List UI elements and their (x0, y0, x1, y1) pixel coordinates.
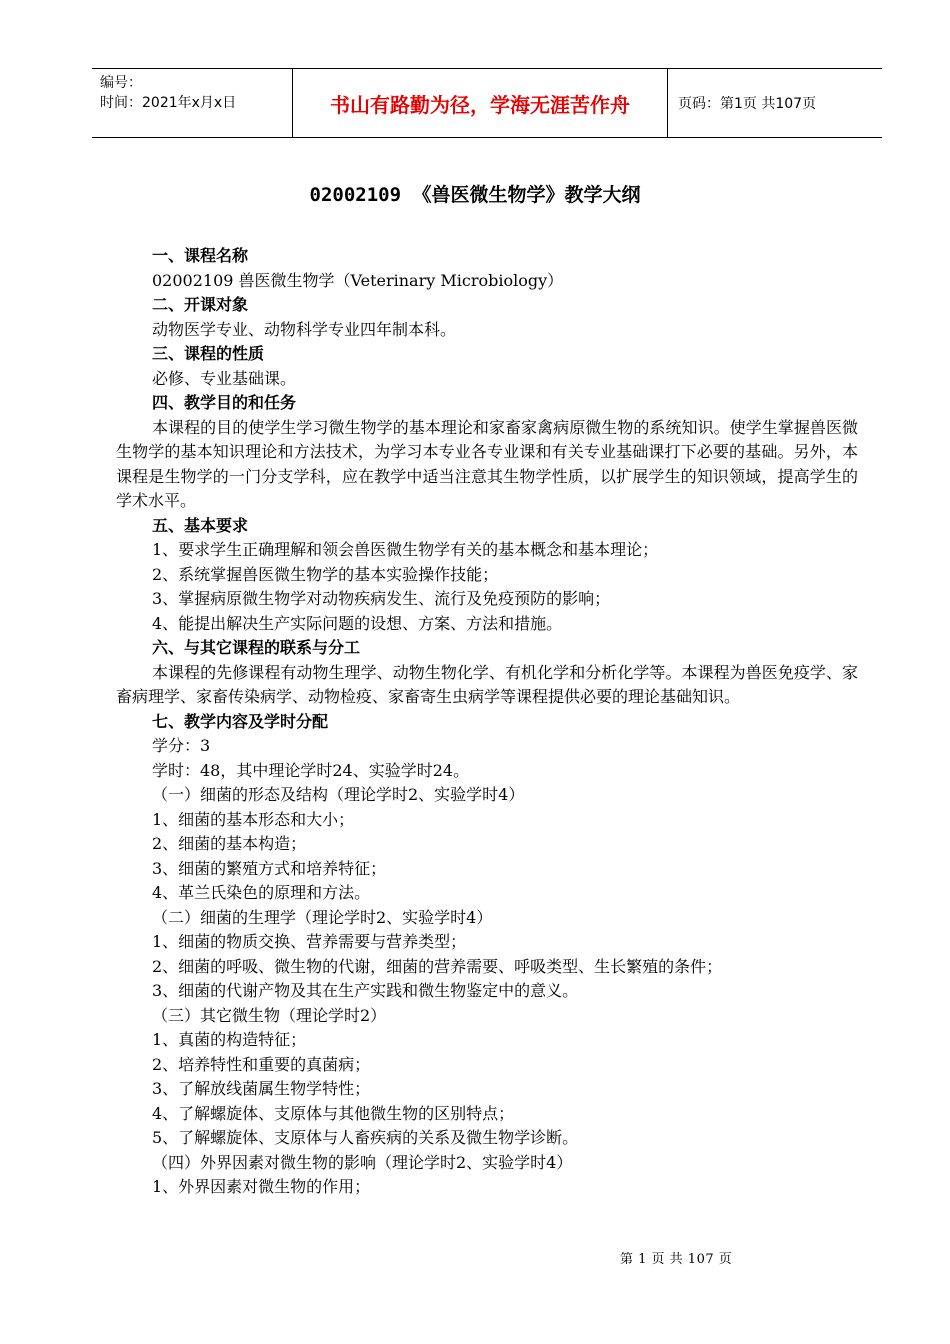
section-heading: 一、课程名称 (152, 246, 249, 265)
number-label: 编号： (100, 75, 142, 91)
time-label: 时间：2021年x月x日 (100, 95, 237, 111)
list-item: 3、掌握病原微生物学对动物疾病发生、流行及免疫预防的影响； (152, 589, 611, 608)
header-motto: 书山有路勤为径，学海无涯苦作舟 (292, 69, 668, 137)
body-line: （四）外界因素对微生物的影响（理论学时2、实验学时4） (152, 1152, 573, 1172)
section-heading: 六、与其它课程的联系与分工 (152, 638, 361, 657)
body-line: 学分：3 (152, 736, 211, 755)
section-heading: 五、基本要求 (152, 515, 249, 535)
list-item: 2、系统掌握兽医微生物学的基本实验操作技能； (152, 564, 499, 584)
list-item: 3、了解放线菌属生物学特性； (152, 1079, 371, 1098)
body-line: 学时：48，其中理论学时24、实验学时24。 (152, 760, 470, 780)
list-item: 1、外界因素对微生物的作用； (152, 1177, 371, 1196)
list-item: 4、革兰氏染色的原理和方法。 (152, 883, 371, 902)
list-item: 1、细菌的基本形态和大小； (152, 809, 355, 829)
document-body (116, 244, 858, 1200)
header-page-info: 页码：第1页 共107页 (678, 96, 817, 112)
list-item: 2、培养特性和重要的真菌病； (152, 1054, 371, 1074)
page-header (92, 68, 882, 138)
list-item: 5、了解螺旋体、支原体与人畜疾病的关系及微生物学诊断。 (152, 1128, 579, 1147)
body-line: （二）细菌的生理学（理论学时2、实验学时4） (152, 907, 493, 927)
list-item: 3、细菌的繁殖方式和培养特征； (152, 858, 387, 878)
list-item: 1、真菌的构造特征； (152, 1030, 307, 1049)
body-paragraph: 本课程的先修课程有动物生理学、动物生物化学、有机化学和分析化学等。本课程为兽医免疫学、家畜病理学、家畜传染病学、动物检疫、家畜寄生虫病学等课程提供必要的理论基础知识。 (116, 662, 858, 706)
list-item: 1、要求学生正确理解和领会兽医微生物学有关的基本概念和基本理论； (152, 540, 659, 559)
body-paragraph: 本课程的目的使学生学习微生物学的基本理论和家畜家禽病原微生物的系统知识。使学生掌握兽医微生物学的基本知识理论和方法技术，为学习本专业各专业课和有关专业基础课打下必要的基础。另外，本课程是生物学的一门分支学科，应在教学中适当注意其生物学性质，以扩展学生的知识领域，提高学生的学术水平。 (116, 417, 858, 510)
list-item: 4、能提出解决生产实际问题的设想、方案、方法和措施。 (152, 613, 563, 633)
list-item: 2、细菌的呼吸、微生物的代谢，细菌的营养需要、呼吸类型、生长繁殖的条件； (152, 956, 723, 976)
body-line: （三）其它微生物（理论学时2） (152, 1005, 387, 1025)
body-line: 动物医学专业、动物科学专业四年制本科。 (152, 319, 457, 339)
list-item: 3、细菌的代谢产物及其在生产实践和微生物鉴定中的意义。 (152, 981, 579, 1000)
document-title: 02002109 《兽医微生物学》教学大纲 (309, 184, 641, 206)
page-footer: 第 1 页 共 107 页 (620, 1252, 733, 1267)
body-line: 必修、专业基础课。 (152, 368, 297, 388)
list-item: 2、细菌的基本构造； (152, 834, 307, 853)
list-item: 1、细菌的物质交换、营养需要与营养类型； (152, 932, 467, 951)
section-heading: 四、教学目的和任务 (152, 393, 297, 412)
body-line: 02002109 兽医微生物学（Veterinary Microbiology） (152, 270, 564, 290)
body-line: （一）细菌的形态及结构（理论学时2、实验学时4） (152, 785, 525, 804)
section-heading: 二、开课对象 (152, 295, 249, 314)
list-item: 4、了解螺旋体、支原体与其他微生物的区别特点； (152, 1103, 515, 1123)
section-heading: 三、课程的性质 (152, 344, 265, 363)
section-heading: 七、教学内容及学时分配 (152, 711, 329, 731)
header-meta (92, 69, 292, 137)
